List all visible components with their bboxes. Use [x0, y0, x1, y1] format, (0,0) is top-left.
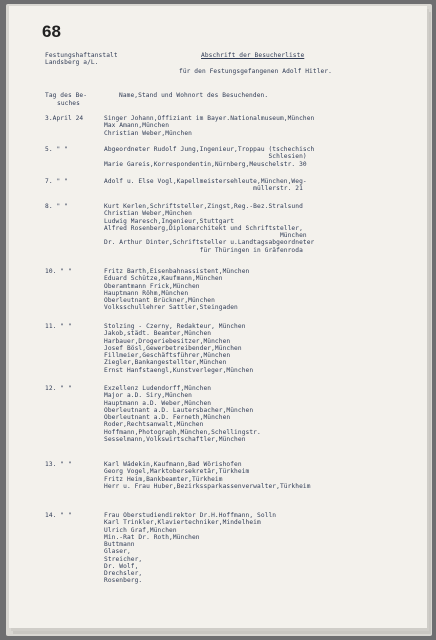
visitor-line: müllerstr. 21 [104, 185, 303, 193]
visit-date: 5. " " [45, 146, 68, 153]
visitor-line: Drechsler, [104, 570, 143, 577]
paper-stack [6, 4, 432, 636]
visitor-line: Hauptmann a.D. Weber,München [104, 399, 212, 407]
visitor-line: Eduard Schütze,Kaufmann,München [104, 275, 223, 283]
visitor-line: Ernst Hanfstaengl,Kunstverleger,München [104, 366, 254, 374]
visit-date: 12. " " [45, 385, 72, 392]
names-column-header: Name,Stand und Wohnort des Besuchenden. [119, 92, 269, 99]
visitor-line: Stolzing - Czerny, Redakteur, München [104, 323, 246, 330]
visitor-line: Frau Oberstudiendirektor Dr.H.Hoffmann, Solln [104, 512, 277, 519]
visitor-line: Roder,Rechtsanwalt,München [104, 421, 204, 429]
visitor-line: Dr. Wolf, [104, 562, 139, 570]
page-number: 68 [42, 22, 61, 41]
visitor-line: Streicher, [104, 555, 143, 563]
visitor-line: Oberleutnant Brückner,München [104, 297, 215, 304]
visitor-line: Hoffmann,Photograph,München,Schellingstr. [104, 428, 261, 436]
visitor-line: Oberleutnant a.D. Ferneth,München [104, 414, 231, 421]
institution-location: Landsberg a/L. [45, 59, 99, 66]
visitor-line: Josef Bösl,Gewerbetreibender,München [104, 344, 242, 352]
visitor-line: Karl Trinkler,Klaviertechniker,Mindelheim [104, 519, 261, 527]
visitor-line: Fritz Barth,Eisenbahnassistent,München [104, 268, 250, 275]
visitor-line: Abgeordneter Rudolf Jung,Ingenieur,Troppau (tschechisch [104, 146, 315, 153]
visitor-line: Karl Wädekin,Kaufmann,Bad Wörishofen [104, 461, 242, 468]
visitor-line: Volksschullehrer Sattler,Steingaden [104, 304, 238, 312]
date-column-header: Tag des Be- [45, 92, 88, 99]
visitor-line: Fritz Heim,Bankbeamter,Türkheim [104, 475, 223, 483]
visitor-line: Oberleutnant a.D. Lautersbacher,München [104, 406, 254, 414]
visitor-line: Major a.D. Siry,München [104, 392, 192, 400]
institution-name: Festungshaftanstalt [45, 52, 118, 59]
visitor-line: München [104, 232, 307, 239]
visit-date: 13. " " [45, 461, 72, 468]
visitor-line: Oberamtmann Frick,München [104, 282, 200, 290]
visitor-line: Glaser, [104, 548, 131, 556]
visitor-line: Exzellenz Ludendorff,München [104, 385, 212, 392]
visitor-line: Min.-Rat Dr. Roth,München [104, 533, 200, 541]
document-subtitle: für den Festungsgefangenen Adolf Hitler. [179, 68, 333, 75]
visitor-line: Adolf u. Else Vogl,Kapellmeistersehleute,München,Weg- [104, 178, 307, 185]
visit-date: 14. " " [45, 512, 72, 519]
visitor-line: Ziegler,Bankangestellter,München [104, 359, 227, 367]
visitor-line: Alfred Rosenberg,Diplomarchitekt und Schriftsteller, [104, 224, 303, 232]
visitor-line: Ulrich Graf,München [104, 526, 177, 534]
visitor-line: Christian Weber,München [104, 129, 192, 137]
visitor-line: Singer Johann,Offiziant im Bayer.Nationalmuseum,München [104, 115, 315, 122]
visitor-line: Harbauer,Drogeriebesitzer,München [104, 337, 231, 345]
document-page [9, 6, 427, 628]
visitor-line: Marie Gareis,Korrespondentin,Nürnberg,Meuschelstr. 30 [104, 160, 307, 168]
visitor-line: Kurt Kerlen,Schriftsteller,Zingst,Reg.-Bez.Stralsund [104, 203, 303, 210]
visitor-line: Rosenberg. [104, 577, 143, 585]
visitor-line: Georg Vogel,Marktobersekretär,Türkheim [104, 468, 250, 476]
visitor-line: Christian Weber,München [104, 210, 192, 218]
visit-date: 8. " " [45, 203, 68, 210]
visitor-line: Dr. Arthur Dinter,Schriftsteller u.Landtagsabgeordneter [104, 239, 315, 247]
visit-date: 10. " " [45, 268, 72, 275]
visit-date: 11. " " [45, 323, 72, 330]
document-title: Abschrift der Besucherliste [201, 52, 305, 59]
visitor-line: Herr u. Frau Huber,Bezirkssparkassenverwalter,Türkheim [104, 482, 311, 490]
visitor-line: Sesselmann,Volkswirtschaftler,München [104, 435, 246, 443]
visitor-line: Jakob,städt. Beamter,München [104, 330, 212, 338]
visit-date: 7. " " [45, 178, 68, 185]
visitor-line: Schlesien) [104, 153, 307, 161]
visitor-line: Hauptmann Röhm,München [104, 289, 189, 297]
visitor-line: Max Amann,München [104, 122, 170, 130]
visitor-line: Ludwig Maresch,Ingenieur,Stuttgart [104, 217, 235, 225]
date-column-header-cont: suches [57, 100, 80, 107]
visitor-line: Buttmann [104, 541, 135, 548]
visitor-line: für Thüringen in Gräfenroda [104, 246, 303, 254]
visitor-line: Fillmeier,Geschäftsführer,München [104, 352, 231, 359]
visit-date: 3.April 24 [45, 115, 84, 122]
